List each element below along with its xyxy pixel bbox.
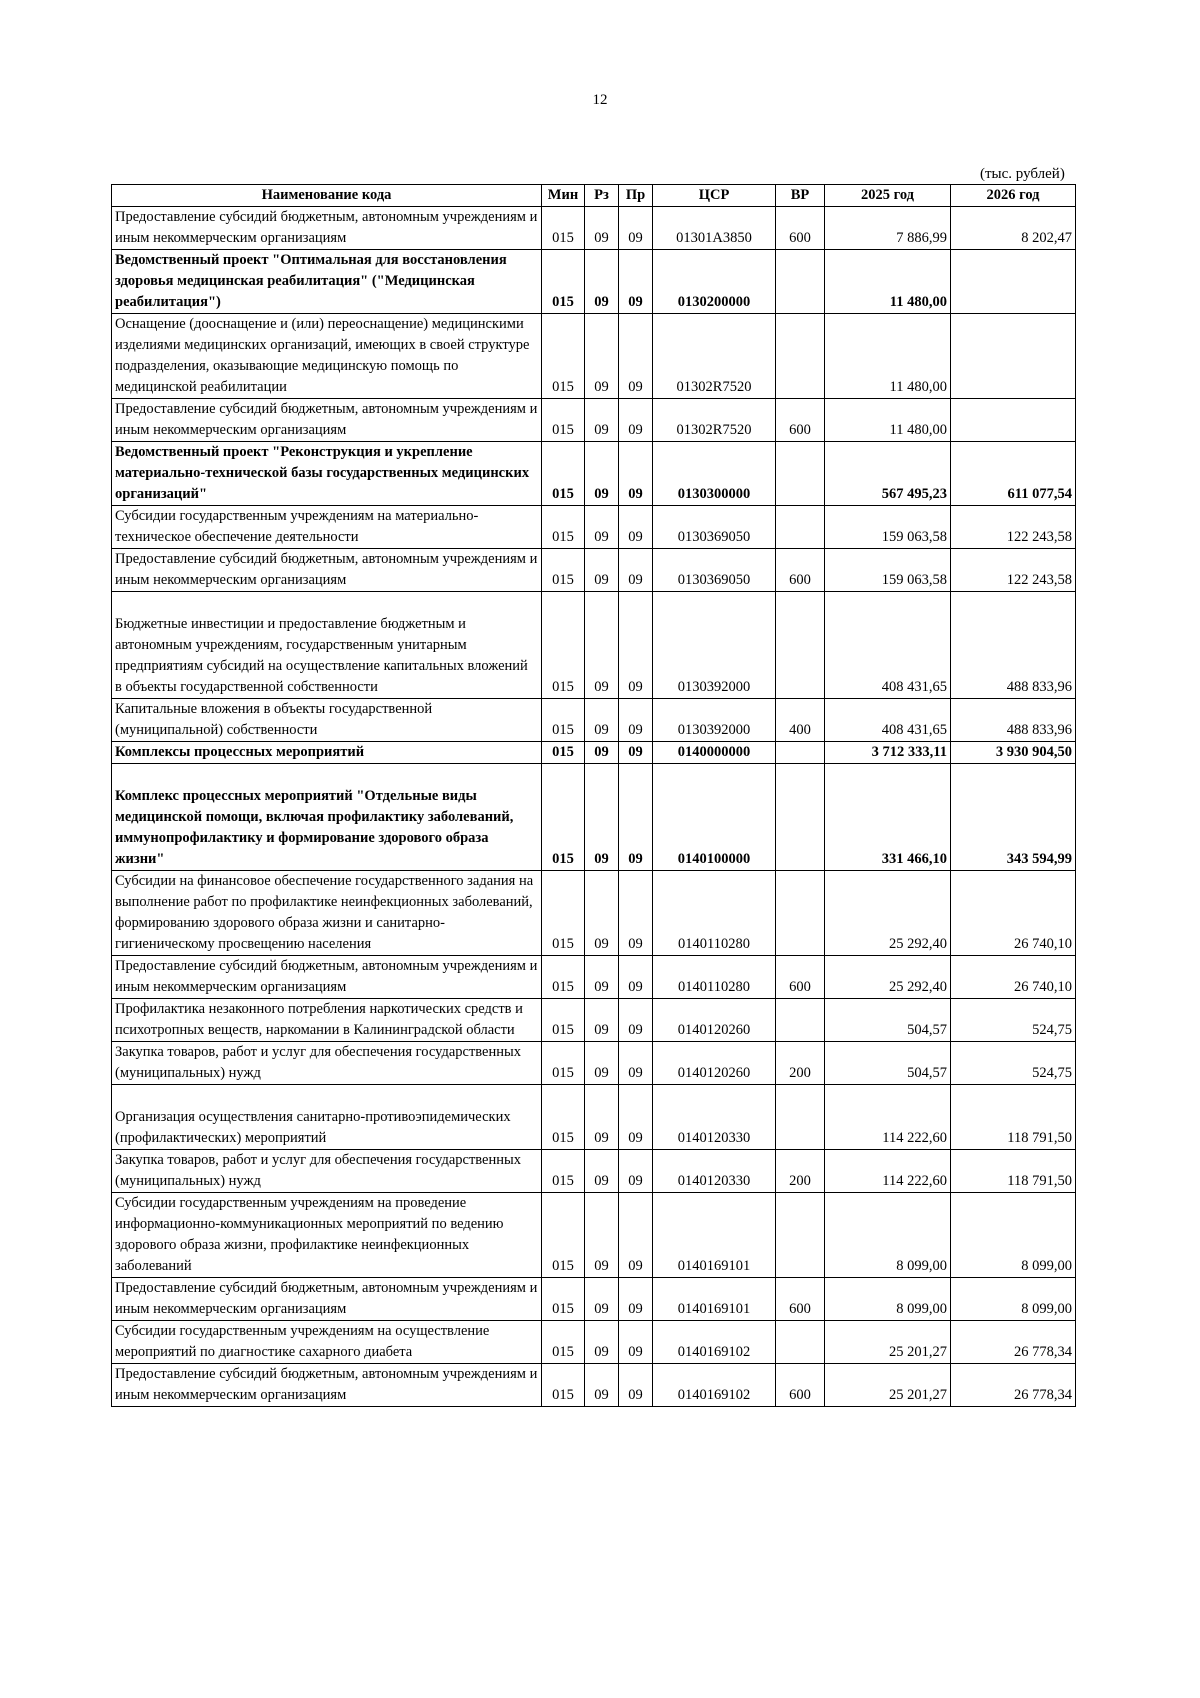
cell-min: 015: [542, 1321, 585, 1364]
cell-2026: 8 099,00: [951, 1193, 1076, 1278]
cell-pr: 09: [619, 1042, 653, 1085]
cell-vr: 400: [776, 699, 825, 742]
cell-2025: 159 063,58: [825, 549, 951, 592]
cell-name: Предоставление субсидий бюджетным, автономным учреждениям и иным некоммерческим организациям: [112, 1278, 542, 1321]
cell-2026: 118 791,50: [951, 1150, 1076, 1193]
cell-rz: 09: [585, 1364, 619, 1407]
table-row: [112, 1042, 1076, 1085]
cell-rz: 09: [585, 1042, 619, 1085]
table-row: [112, 956, 1076, 999]
cell-min: 015: [542, 742, 585, 764]
cell-rz: 09: [585, 506, 619, 549]
table-row: [112, 1150, 1076, 1193]
cell-min: 015: [542, 442, 585, 506]
cell-vr: 600: [776, 1278, 825, 1321]
cell-name: Комплекс процессных мероприятий "Отдельные виды медицинской помощи, включая профилактику заболеваний, иммунопрофилактику и формирование здорового образа жизни": [112, 764, 542, 871]
cell-pr: 09: [619, 699, 653, 742]
cell-2025: 114 222,60: [825, 1085, 951, 1150]
table-row: [112, 742, 1076, 764]
table-row: [112, 399, 1076, 442]
cell-rz: 09: [585, 250, 619, 314]
cell-pr: 09: [619, 250, 653, 314]
cell-name: Предоставление субсидий бюджетным, автономным учреждениям и иным некоммерческим организациям: [112, 956, 542, 999]
cell-pr: 09: [619, 207, 653, 250]
table-row: [112, 506, 1076, 549]
cell-2026: 488 833,96: [951, 699, 1076, 742]
cell-pr: 09: [619, 506, 653, 549]
cell-csr: 0140120330: [653, 1150, 776, 1193]
cell-rz: 09: [585, 699, 619, 742]
cell-rz: 09: [585, 742, 619, 764]
cell-rz: 09: [585, 314, 619, 399]
cell-csr: 0140120260: [653, 999, 776, 1042]
cell-vr: [776, 764, 825, 871]
cell-2026: [951, 314, 1076, 399]
cell-rz: 09: [585, 549, 619, 592]
cell-csr: 0140120260: [653, 1042, 776, 1085]
cell-pr: 09: [619, 399, 653, 442]
cell-2025: 11 480,00: [825, 399, 951, 442]
cell-csr: 0140120330: [653, 1085, 776, 1150]
cell-vr: 600: [776, 549, 825, 592]
cell-2026: 26 740,10: [951, 871, 1076, 956]
cell-vr: [776, 592, 825, 699]
cell-min: 015: [542, 999, 585, 1042]
cell-rz: 09: [585, 442, 619, 506]
header-vr: ВР: [776, 185, 825, 207]
page-number: 12: [592, 92, 608, 108]
cell-vr: 600: [776, 1364, 825, 1407]
cell-csr: 0130200000: [653, 250, 776, 314]
cell-rz: 09: [585, 764, 619, 871]
cell-name: Организация осуществления санитарно-противоэпидемических (профилактических) мероприятий: [112, 1085, 542, 1150]
cell-name: Субсидии государственным учреждениям на материально-техническое обеспечение деятельности: [112, 506, 542, 549]
header-rz: Рз: [585, 185, 619, 207]
cell-vr: 200: [776, 1150, 825, 1193]
cell-vr: 600: [776, 399, 825, 442]
header-2025: 2025 год: [825, 185, 951, 207]
cell-2025: 25 292,40: [825, 871, 951, 956]
cell-name: Субсидии государственным учреждениям на осуществление мероприятий по диагностике сахарного диабета: [112, 1321, 542, 1364]
cell-name: Закупка товаров, работ и услуг для обеспечения государственных (муниципальных) нужд: [112, 1150, 542, 1193]
header-name: Наименование кода: [112, 185, 542, 207]
cell-name: Предоставление субсидий бюджетным, автономным учреждениям и иным некоммерческим организациям: [112, 399, 542, 442]
cell-pr: 09: [619, 1150, 653, 1193]
cell-vr: [776, 1321, 825, 1364]
cell-vr: [776, 1085, 825, 1150]
cell-2026: 122 243,58: [951, 506, 1076, 549]
cell-vr: [776, 442, 825, 506]
cell-2025: 8 099,00: [825, 1193, 951, 1278]
header-csr: ЦСР: [653, 185, 776, 207]
cell-2026: 8 099,00: [951, 1278, 1076, 1321]
cell-vr: 200: [776, 1042, 825, 1085]
cell-2026: [951, 399, 1076, 442]
cell-2026: 524,75: [951, 1042, 1076, 1085]
cell-min: 015: [542, 549, 585, 592]
cell-name: Предоставление субсидий бюджетным, автономным учреждениям и иным некоммерческим организациям: [112, 207, 542, 250]
cell-2026: 118 791,50: [951, 1085, 1076, 1150]
cell-csr: 0140100000: [653, 764, 776, 871]
cell-2026: 488 833,96: [951, 592, 1076, 699]
cell-csr: 01302R7520: [653, 314, 776, 399]
cell-name: Предоставление субсидий бюджетным, автономным учреждениям и иным некоммерческим организациям: [112, 549, 542, 592]
cell-vr: [776, 314, 825, 399]
cell-min: 015: [542, 314, 585, 399]
table-row: [112, 871, 1076, 956]
cell-name: Предоставление субсидий бюджетным, автономным учреждениям и иным некоммерческим организациям: [112, 1364, 542, 1407]
cell-rz: 09: [585, 956, 619, 999]
cell-2026: 26 778,34: [951, 1364, 1076, 1407]
cell-name: Субсидии на финансовое обеспечение государственного задания на выполнение работ по профилактике неинфекционных заболеваний, формированию здорового образа жизни и санитарно-гигиеническому просвещению населения: [112, 871, 542, 956]
cell-name: Бюджетные инвестиции и предоставление бюджетным и автономным учреждениям, государственным унитарным предприятиям субсидий на осуществление капитальных вложений в объекты государственной собственности: [112, 592, 542, 699]
cell-min: 015: [542, 207, 585, 250]
cell-2025: 114 222,60: [825, 1150, 951, 1193]
cell-rz: 09: [585, 399, 619, 442]
cell-2025: 159 063,58: [825, 506, 951, 549]
cell-2025: 11 480,00: [825, 314, 951, 399]
cell-2026: 26 740,10: [951, 956, 1076, 999]
cell-name: Субсидии государственным учреждениям на проведение информационно-коммуникационных мероприятий по ведению здорового образа жизни, профилактике неинфекционных заболеваний: [112, 1193, 542, 1278]
cell-pr: 09: [619, 314, 653, 399]
cell-2025: 567 495,23: [825, 442, 951, 506]
cell-pr: 09: [619, 764, 653, 871]
cell-pr: 09: [619, 1321, 653, 1364]
cell-csr: 01302R7520: [653, 399, 776, 442]
cell-min: 015: [542, 1193, 585, 1278]
cell-vr: [776, 871, 825, 956]
header-min: Мин: [542, 185, 585, 207]
cell-min: 015: [542, 764, 585, 871]
cell-min: 015: [542, 1150, 585, 1193]
cell-pr: 09: [619, 1193, 653, 1278]
table-row: [112, 549, 1076, 592]
cell-name: Закупка товаров, работ и услуг для обеспечения государственных (муниципальных) нужд: [112, 1042, 542, 1085]
cell-pr: 09: [619, 1278, 653, 1321]
cell-csr: 0140110280: [653, 871, 776, 956]
cell-pr: 09: [619, 956, 653, 999]
cell-rz: 09: [585, 1150, 619, 1193]
table-row: [112, 1364, 1076, 1407]
cell-min: 015: [542, 871, 585, 956]
cell-csr: 0140169102: [653, 1364, 776, 1407]
table-row: [112, 207, 1076, 250]
cell-csr: 01301А3850: [653, 207, 776, 250]
cell-2025: 11 480,00: [825, 250, 951, 314]
cell-rz: 09: [585, 592, 619, 699]
header-2026: 2026 год: [951, 185, 1076, 207]
cell-vr: [776, 742, 825, 764]
cell-csr: 0140110280: [653, 956, 776, 999]
cell-min: 015: [542, 956, 585, 999]
cell-name: Ведомственный проект "Оптимальная для восстановления здоровья медицинская реабилитация" ("Медицинская реабилитация"): [112, 250, 542, 314]
cell-vr: 600: [776, 207, 825, 250]
cell-2026: 122 243,58: [951, 549, 1076, 592]
cell-2025: 504,57: [825, 1042, 951, 1085]
cell-vr: [776, 1193, 825, 1278]
table-row: [112, 442, 1076, 506]
table-row: [112, 1085, 1076, 1150]
table-row: [112, 592, 1076, 699]
cell-2026: 3 930 904,50: [951, 742, 1076, 764]
table-row: [112, 699, 1076, 742]
cell-min: 015: [542, 1364, 585, 1407]
cell-name: Капитальные вложения в объекты государственной (муниципальной) собственности: [112, 699, 542, 742]
cell-name: Комплексы процессных мероприятий: [112, 742, 542, 764]
table-header-row: [112, 185, 1076, 207]
cell-rz: 09: [585, 871, 619, 956]
cell-2026: 611 077,54: [951, 442, 1076, 506]
cell-min: 015: [542, 1085, 585, 1150]
table-row: [112, 250, 1076, 314]
cell-2025: 7 886,99: [825, 207, 951, 250]
cell-csr: 0140169101: [653, 1193, 776, 1278]
table-row: [112, 1321, 1076, 1364]
cell-name: Профилактика незаконного потребления наркотических средств и психотропных веществ, наркомании в Калининградской области: [112, 999, 542, 1042]
cell-csr: 0130392000: [653, 699, 776, 742]
cell-2026: 26 778,34: [951, 1321, 1076, 1364]
cell-2025: 3 712 333,11: [825, 742, 951, 764]
cell-pr: 09: [619, 999, 653, 1042]
table-row: [112, 999, 1076, 1042]
table-row: [112, 764, 1076, 871]
cell-csr: 0130300000: [653, 442, 776, 506]
cell-csr: 0140169101: [653, 1278, 776, 1321]
cell-pr: 09: [619, 742, 653, 764]
cell-name: Ведомственный проект "Реконструкция и укрепление материально-технической базы государственных медицинских организаций": [112, 442, 542, 506]
cell-vr: [776, 506, 825, 549]
cell-name: Оснащение (дооснащение и (или) переоснащение) медицинскими изделиями медицинских организаций, имеющих в своей структуре подразделения, оказывающие медицинскую помощь по медицинской реабилитации: [112, 314, 542, 399]
cell-vr: [776, 250, 825, 314]
table-row: [112, 1278, 1076, 1321]
cell-rz: 09: [585, 1278, 619, 1321]
cell-rz: 09: [585, 1321, 619, 1364]
cell-2026: 524,75: [951, 999, 1076, 1042]
cell-2025: 25 201,27: [825, 1364, 951, 1407]
cell-2025: 331 466,10: [825, 764, 951, 871]
cell-min: 015: [542, 1042, 585, 1085]
cell-pr: 09: [619, 871, 653, 956]
cell-min: 015: [542, 699, 585, 742]
units-note: (тыс. рублей): [980, 166, 1065, 182]
cell-min: 015: [542, 506, 585, 549]
cell-2025: 504,57: [825, 999, 951, 1042]
cell-vr: [776, 999, 825, 1042]
cell-2025: 25 292,40: [825, 956, 951, 999]
cell-csr: 0140169102: [653, 1321, 776, 1364]
cell-2025: 408 431,65: [825, 592, 951, 699]
cell-pr: 09: [619, 1085, 653, 1150]
cell-vr: 600: [776, 956, 825, 999]
cell-2025: 408 431,65: [825, 699, 951, 742]
cell-pr: 09: [619, 1364, 653, 1407]
cell-min: 015: [542, 399, 585, 442]
cell-csr: 0140000000: [653, 742, 776, 764]
table-row: [112, 314, 1076, 399]
cell-2025: 8 099,00: [825, 1278, 951, 1321]
cell-2025: 25 201,27: [825, 1321, 951, 1364]
cell-2026: 8 202,47: [951, 207, 1076, 250]
cell-rz: 09: [585, 999, 619, 1042]
cell-rz: 09: [585, 1193, 619, 1278]
cell-pr: 09: [619, 592, 653, 699]
cell-rz: 09: [585, 1085, 619, 1150]
table-row: [112, 1193, 1076, 1278]
cell-min: 015: [542, 250, 585, 314]
cell-2026: 343 594,99: [951, 764, 1076, 871]
cell-pr: 09: [619, 442, 653, 506]
budget-table: [111, 184, 1076, 1407]
cell-csr: 0130369050: [653, 549, 776, 592]
header-pr: Пр: [619, 185, 653, 207]
cell-2026: [951, 250, 1076, 314]
cell-pr: 09: [619, 549, 653, 592]
cell-rz: 09: [585, 207, 619, 250]
cell-min: 015: [542, 592, 585, 699]
cell-csr: 0130392000: [653, 592, 776, 699]
cell-min: 015: [542, 1278, 585, 1321]
cell-csr: 0130369050: [653, 506, 776, 549]
